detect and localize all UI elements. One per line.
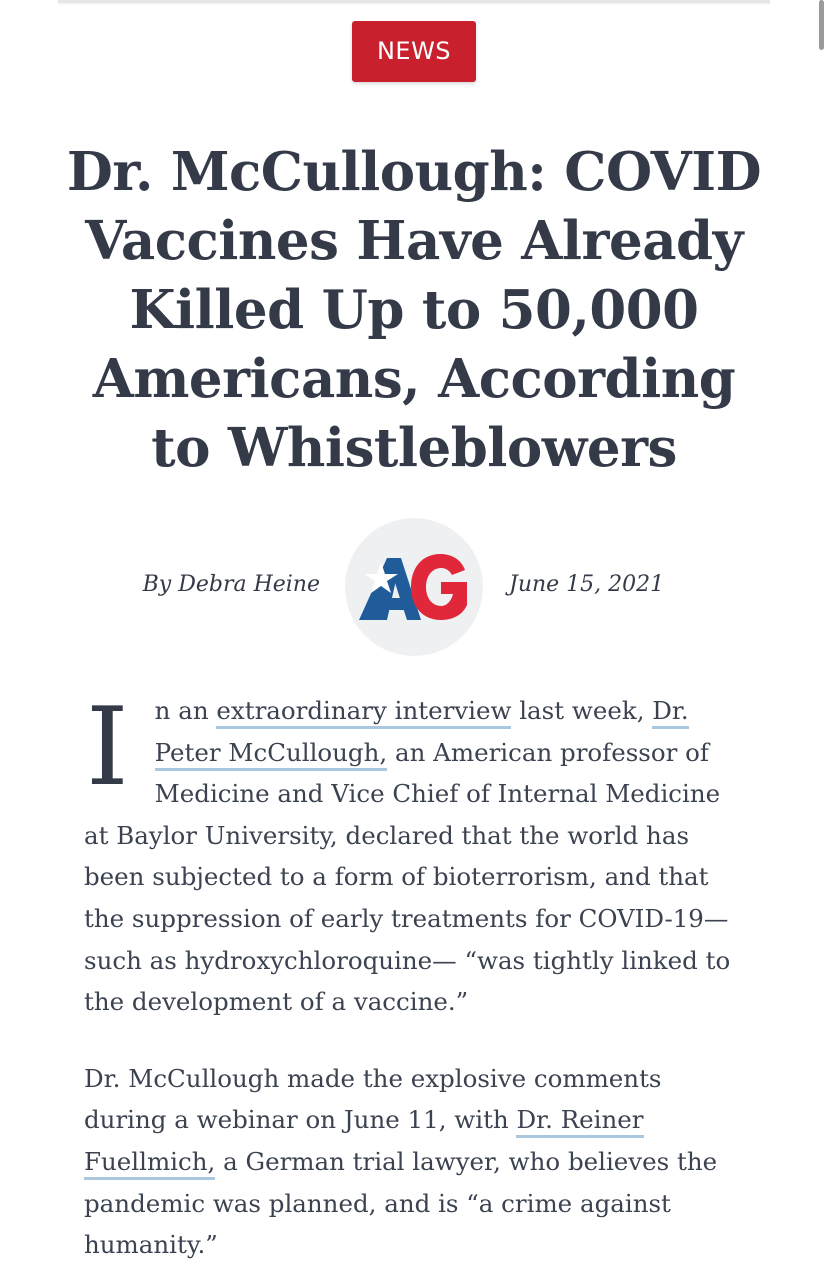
article-headline: Dr. McCullough: COVID Vaccines Have Already Killed Up to 50,000 Americans, According to Whistleblowers	[66, 141, 762, 479]
category-badge-news[interactable]: NEWS	[352, 21, 476, 82]
paragraph-text: an American professor of Medicine and Vice Chief of Internal Medicine at Baylor University, declared that the world has been subjected to a form of bioterrorism, and that the suppression of early treatments for COVID-19—such as hydroxychloroquine— “was tightly linked to the development of a vaccine.”	[84, 737, 731, 1017]
paragraph-text: last week,	[511, 696, 653, 725]
ag-logo-icon	[345, 518, 483, 656]
byline-author[interactable]: By Debra Heine	[142, 572, 320, 597]
paragraph-text: a German trial lawyer, who believes the pandemic was planned, and is “a crime against humanity.”	[84, 1146, 718, 1260]
publish-date: June 15, 2021	[509, 572, 665, 597]
scrollbar[interactable]	[819, 0, 824, 50]
paragraph-text: n an	[154, 696, 217, 725]
peter-mccullough-link[interactable]: Dr. Peter McCullough,	[155, 696, 689, 771]
article-paragraph	[84, 1058, 744, 1266]
site-logo-icon[interactable]	[345, 518, 483, 656]
top-divider	[58, 0, 770, 3]
article-body	[84, 685, 744, 1266]
article-paragraph	[84, 685, 744, 1023]
reiner-fuellmich-link[interactable]: Dr. Reiner Fuellmich,	[84, 1105, 644, 1180]
drop-cap: I	[86, 685, 129, 810]
paragraph-text: Dr. McCullough made the explosive comments during a webinar on June 11, with	[84, 1063, 662, 1135]
extraordinary-interview-link[interactable]: extraordinary interview	[216, 696, 511, 729]
